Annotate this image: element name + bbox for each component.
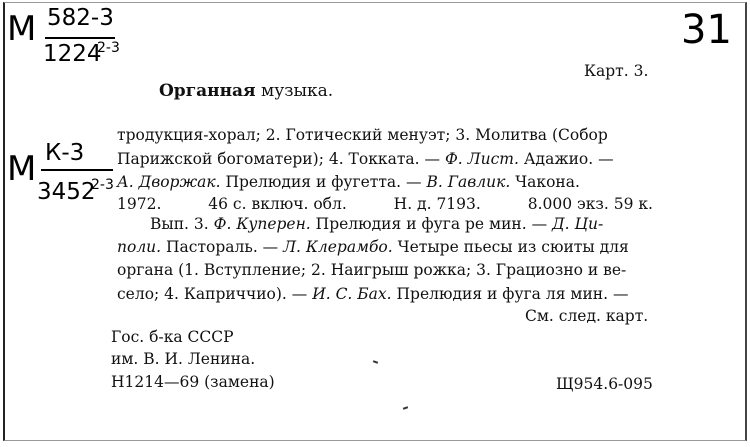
imprint-pages: 46 с. включ. обл.: [208, 195, 347, 213]
imprint-year: 1972.: [117, 195, 162, 213]
body-line-5: [150, 214, 658, 235]
body-line-7: [117, 260, 657, 281]
imprint-line: [117, 194, 653, 215]
body-line-2: [117, 149, 657, 170]
shelfmark-superscript: 2-3: [91, 177, 114, 193]
text-run: Пастораль. —: [161, 238, 284, 256]
text-run: Адажио. —: [518, 150, 614, 168]
author-name: И. С. Бах.: [312, 285, 392, 303]
text-run: Прелюдия и фуга ля мин. —: [391, 285, 629, 303]
shelfmark-denominator: 3452: [37, 179, 96, 205]
see-next-card: См. след. карт.: [525, 307, 649, 325]
speck: [403, 406, 408, 410]
author-name: Д. Ци-: [552, 215, 604, 233]
text-run: органа (1. Вступление; 2. Наигрыш рожка; 3. Грациозно и ве-: [117, 261, 627, 279]
order-code: Н1214—69 (замена): [111, 373, 275, 391]
shelfmark-numerator: 582-3: [47, 5, 114, 31]
catalog-card: [3, 2, 747, 441]
author-name: В. Гавлик.: [426, 173, 511, 191]
shelfmark-letter: М: [7, 149, 37, 189]
author-name: Л. Клерамбо.: [283, 238, 393, 256]
imprint-copies-price: 8.000 экз. 59 к.: [527, 195, 653, 213]
heading-bold: Органная: [159, 81, 256, 101]
text-run: Вып. 3.: [150, 215, 214, 233]
body-line-1: [117, 125, 657, 146]
text-run: Четыре пьесы из сюиты для: [392, 238, 629, 256]
classification-code: Щ954.6-095: [556, 375, 653, 393]
body-line-8: [117, 284, 657, 305]
text-run: Прелюдия и фуга ре мин. —: [310, 215, 553, 233]
shelfmark-letter: М: [7, 9, 37, 49]
fraction-line: [45, 37, 115, 39]
text-run: тродукция-хорал; 2. Готический менуэт; 3. Молитва (Собор: [117, 126, 608, 144]
shelfmark-denominator: 1224: [43, 41, 102, 67]
speck: [373, 360, 378, 364]
card-label: Карт. 3.: [584, 62, 649, 80]
text-run: село; 4. Каприччио). —: [117, 285, 313, 303]
imprint-publisher-number: Н. д. 7193.: [393, 195, 481, 213]
heading: [159, 81, 333, 101]
library-name: Гос. б-ка СССР: [111, 328, 234, 346]
body-line-6: [117, 237, 657, 258]
author-name: Ф. Куперен.: [213, 215, 311, 233]
text-run: Прелюдия и фугетта. —: [220, 173, 427, 191]
text-run: Чакона.: [510, 173, 580, 191]
library-name-cont: им. В. И. Ленина.: [111, 350, 256, 368]
author-name: Ф. Лист.: [444, 150, 519, 168]
body-line-3: [117, 172, 657, 193]
fraction-line: [41, 169, 113, 171]
text-run: Парижской богоматери); 4. Токката. —: [117, 150, 445, 168]
shelfmark-numerator: К-3: [45, 140, 85, 166]
author-name: А. Дворжак.: [117, 173, 221, 191]
corner-number: 31: [681, 7, 732, 53]
shelfmark-superscript: 2-3: [97, 40, 120, 56]
heading-rest: музыка.: [261, 81, 334, 101]
author-name: поли.: [117, 238, 162, 256]
